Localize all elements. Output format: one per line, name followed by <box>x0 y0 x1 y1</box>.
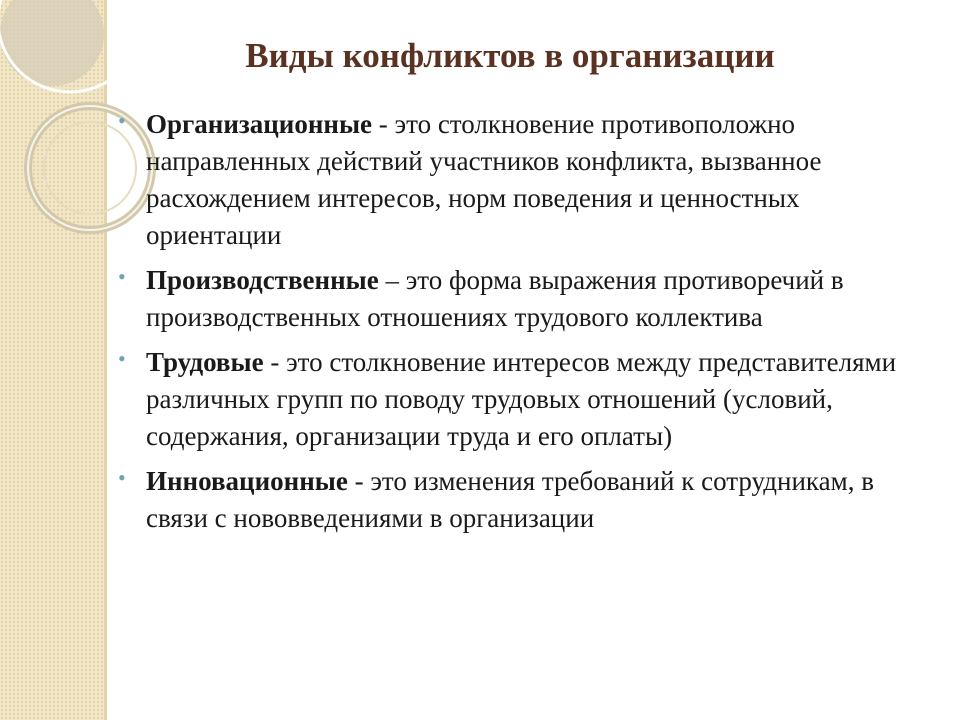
item-term: Трудовые <box>146 347 264 377</box>
list-item <box>118 463 908 537</box>
list-item <box>118 344 908 455</box>
item-term: Производственные <box>146 265 379 295</box>
item-text: - это столкновение противоположно направленных действий участников конфликта, вызванное расхождением интересов, норм поведения и ценностных ориентации <box>146 109 822 250</box>
item-text: - это столкновение интересов между представителями различных групп по поводу трудовых отношений (условий, содержания, организации труда и его оплаты) <box>146 347 897 451</box>
list-item <box>118 106 908 254</box>
list-item <box>118 262 908 336</box>
bullet-list <box>118 106 908 545</box>
bullet-icon: • <box>118 264 126 289</box>
slide-title: Виды конфликтов в организации <box>245 36 775 75</box>
item-text: - это изменения требований к сотрудникам, в связи с нововведениями в организации <box>146 466 874 533</box>
bullet-icon: • <box>118 108 126 133</box>
item-term: Инновационные <box>146 466 348 496</box>
item-term: Организационные <box>146 109 373 139</box>
bullet-icon: • <box>118 346 126 371</box>
bullet-icon: • <box>118 465 126 490</box>
item-text: – это форма выражения противоречий в производственных отношениях трудового коллектива <box>146 265 844 332</box>
